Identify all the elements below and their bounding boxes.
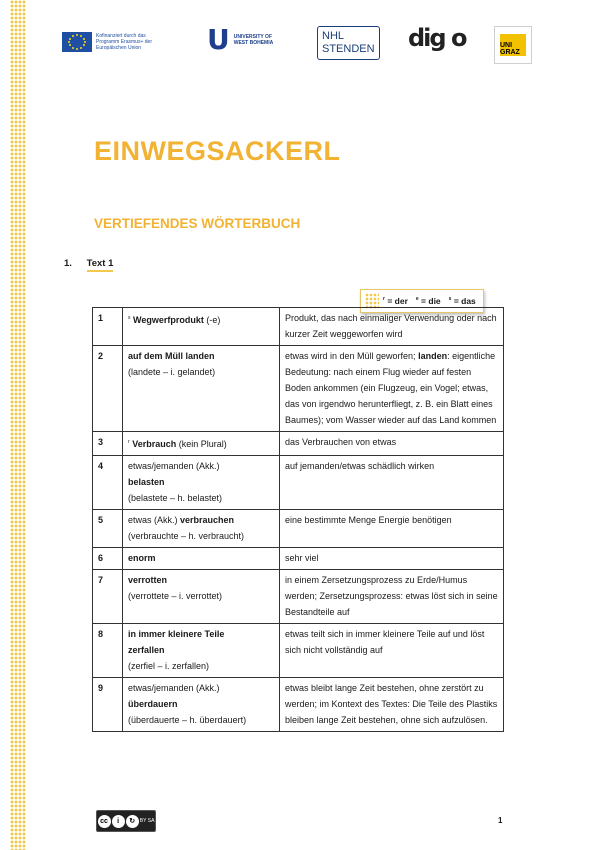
vocab-definition: etwas bleibt lange Zeit bestehen, ohne zerstört zu werden; im Kontext des Textes: Die Teile des Plastiks bleiben lange Zeit bestehen, ohne sich aufzulösen. <box>280 678 504 732</box>
by-icon: i <box>112 815 125 828</box>
vocab-definition <box>280 346 504 432</box>
vocab-definition: sehr viel <box>280 548 504 570</box>
term-normal: (-e) <box>203 315 221 325</box>
uwb-logo <box>207 23 274 56</box>
term-line <box>128 572 274 588</box>
section-number: 1. <box>64 258 72 269</box>
term-line <box>128 550 274 566</box>
term-normal: (verbrauchte – h. verbraucht) <box>128 531 245 541</box>
eu-logo-text: Kofinanziert durch das Programm Erasmus+ der Europäischen Union <box>96 33 152 51</box>
logo-bar <box>62 23 542 66</box>
term-bold: verrotten <box>128 575 168 585</box>
row-number: 3 <box>93 432 123 456</box>
table-row <box>93 432 504 456</box>
term-line <box>128 626 274 642</box>
term-line <box>128 474 274 490</box>
term-bold: Wegwerfprodukt <box>133 315 204 325</box>
cc-icon: cc <box>98 815 111 828</box>
table-row <box>93 624 504 678</box>
vocab-definition: das Verbrauchen von etwas <box>280 432 504 456</box>
table-row <box>93 308 504 346</box>
uwb-mark-icon: U <box>207 23 230 56</box>
article-marker: r <box>128 439 130 445</box>
page-title: EINWEGSACKERL <box>94 136 341 166</box>
nhl-logo-line2: STENDEN <box>322 43 375 55</box>
term-line <box>128 642 274 658</box>
vocab-definition: eine bestimmte Menge Energie benötigen <box>280 510 504 548</box>
vocab-term <box>123 432 280 456</box>
row-number: 2 <box>93 346 123 432</box>
definition-part: : eigentliche Bedeutung: nach einem Flug wieder auf festen Boden ankommen (ein Flugzeug, ein Vogel; etwas, das von irgendwo herunterfliegt, z. B. ein Blatt eines Baumes); vom Wasser wieder auf das Land kommen <box>285 351 497 425</box>
digo-logo-text: dig o <box>408 24 466 52</box>
row-number: 7 <box>93 570 123 624</box>
cc-license-text: BY SA <box>139 818 155 824</box>
table-row <box>93 548 504 570</box>
term-line <box>128 348 274 364</box>
section-link-text-1[interactable]: Text 1 <box>87 258 114 272</box>
term-bold: auf dem Müll landen <box>128 351 215 361</box>
table-row <box>93 346 504 432</box>
term-normal: (belastete – h. belastet) <box>128 493 223 503</box>
term-line <box>128 490 274 506</box>
term-line <box>128 712 274 728</box>
term-bold: enorm <box>128 553 156 563</box>
table-row <box>93 456 504 510</box>
row-number: 6 <box>93 548 123 570</box>
term-bold: Verbrauch <box>132 439 177 449</box>
vocab-term <box>123 570 280 624</box>
digo-logo <box>408 24 465 52</box>
term-bold: überdauern <box>128 699 178 709</box>
term-normal: (überdauerte – h. überdauert) <box>128 715 247 725</box>
table-row <box>93 570 504 624</box>
term-line <box>128 696 274 712</box>
term-line <box>128 588 274 604</box>
uni-graz-logo-text: UNI GRAZ <box>500 34 526 56</box>
term-line <box>128 434 274 452</box>
term-line <box>128 528 274 544</box>
legend-item-die: $^e$ = die <box>415 296 441 306</box>
vocab-term <box>123 308 280 346</box>
term-bold: in immer kleinere Teile <box>128 629 225 639</box>
term-line <box>128 458 274 474</box>
table-row <box>93 510 504 548</box>
term-bold: verbrauchen <box>180 515 235 525</box>
term-normal: etwas/jemanden (Akk.) <box>128 683 220 693</box>
vocabulary-table-body <box>93 308 504 732</box>
vocab-definition: in einem Zersetzungsprozess zu Erde/Humus werden; Zersetzungsprozess: etwas löst sich in seine Bestandteile auf <box>280 570 504 624</box>
article-marker: s <box>128 315 131 321</box>
definition-part: landen <box>418 351 448 361</box>
vocab-definition: Produkt, das nach einmaliger Verwendung oder nach kurzer Zeit weggeworfen wird <box>280 308 504 346</box>
row-number: 8 <box>93 624 123 678</box>
term-line <box>128 680 274 696</box>
term-bold: belasten <box>128 477 165 487</box>
vocab-term <box>123 548 280 570</box>
row-number: 9 <box>93 678 123 732</box>
term-normal: etwas (Akk.) <box>128 515 181 525</box>
term-line <box>128 512 274 528</box>
term-bold: zerfallen <box>128 645 165 655</box>
decorative-dot-border <box>10 0 26 850</box>
term-line <box>128 658 274 674</box>
vocab-term <box>123 456 280 510</box>
row-number: 4 <box>93 456 123 510</box>
term-line <box>128 364 274 380</box>
legend-item-der: $^r$ = der <box>383 296 408 306</box>
definition-part: etwas wird in den Müll geworfen; <box>285 351 419 361</box>
term-normal: (kein Plural) <box>176 439 227 449</box>
legend-item-das: $^s$ = das <box>448 296 476 306</box>
term-normal: etwas/jemanden (Akk.) <box>128 461 220 471</box>
sa-icon: ↻ <box>126 815 139 828</box>
uwb-logo-text: UNIVERSITY OF WEST BOHEMIA <box>233 34 274 46</box>
vocab-definition: auf jemanden/etwas schädlich wirken <box>280 456 504 510</box>
row-number: 1 <box>93 308 123 346</box>
term-normal: (verrottete – i. verrottet) <box>128 591 223 601</box>
vocab-definition: etwas teilt sich in immer kleinere Teile auf und löst sich nicht vollständig auf <box>280 624 504 678</box>
page-subtitle: VERTIEFENDES WÖRTERBUCH <box>94 216 301 231</box>
vocab-term <box>123 624 280 678</box>
vocab-term <box>123 510 280 548</box>
term-line <box>128 310 274 328</box>
nhl-logo-line1: NHL <box>322 30 345 42</box>
vocabulary-table <box>92 307 504 732</box>
uni-graz-logo <box>494 26 532 64</box>
term-normal: (landete – i. gelandet) <box>128 367 216 377</box>
term-normal: (zerfiel – i. zerfallen) <box>128 661 210 671</box>
eu-flag-icon <box>62 32 92 52</box>
section-heading <box>64 258 113 269</box>
nhl-stenden-logo <box>317 26 380 60</box>
creative-commons-badge <box>96 810 156 832</box>
eu-logo <box>62 32 170 52</box>
row-number: 5 <box>93 510 123 548</box>
page-number: 1 <box>498 816 503 825</box>
vocab-term <box>123 346 280 432</box>
table-row <box>93 678 504 732</box>
vocab-term <box>123 678 280 732</box>
